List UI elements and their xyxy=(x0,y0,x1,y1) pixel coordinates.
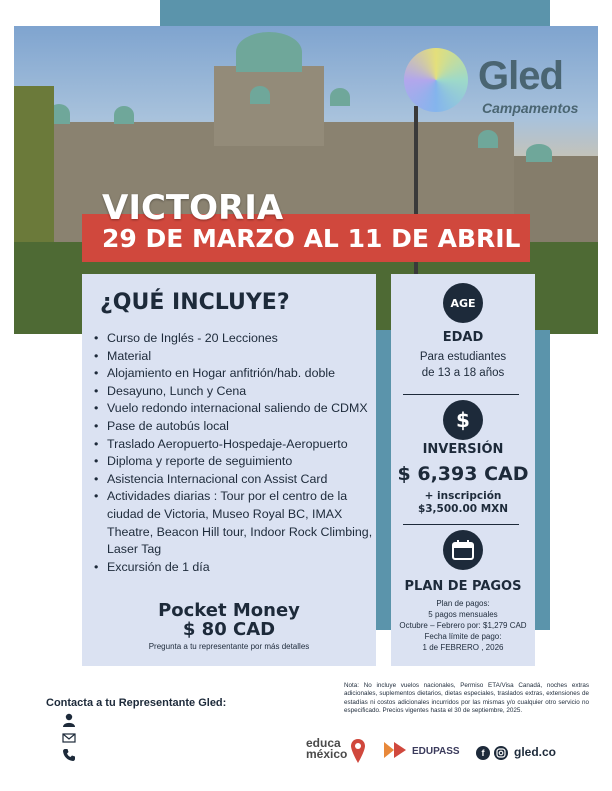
list-item: • Curso de Inglés - 20 Lecciones xyxy=(94,330,374,348)
date-range: 29 DE MARZO AL 11 DE ABRIL xyxy=(102,224,521,253)
divider xyxy=(403,394,519,395)
website-link[interactable]: gled.co xyxy=(514,745,557,759)
city-title: VICTORIA xyxy=(102,188,284,228)
edupass-logo xyxy=(384,738,468,762)
educa-word: educa xyxy=(306,736,341,750)
gled-logo-name: Gled xyxy=(478,54,563,98)
disclaimer-note: Nota: No incluye vuelos nacionales, Permiso ETA/Visa Canadá, noches extras adicionales, suplementos dietarios, dietas especiales, traslados extras, extensiones de estadías ni costos adicionales incurridos por las mismas y/o cualquier otro servicio no especificado. Precios vigentes hasta el 30 de septiembre, 2025. xyxy=(344,682,589,715)
list-item: • Pase de autobús local xyxy=(94,418,374,436)
age-icon xyxy=(443,283,483,323)
includes-list xyxy=(94,330,374,576)
list-item: • Material xyxy=(94,348,374,366)
payment-line: 1 de FEBRERO , 2026 xyxy=(422,643,504,652)
payment-line: Fecha límite de pago: xyxy=(424,632,502,641)
top-accent-bar xyxy=(160,0,550,26)
side-dome-2 xyxy=(114,106,134,124)
investment-title: INVERSIÓN xyxy=(422,442,504,457)
payment-line: Octubre – Febrero por: $1,279 CAD xyxy=(399,621,527,630)
list-item: • Asistencia Internacional con Assist Card xyxy=(94,471,374,489)
payment-line: 5 pagos mensuales xyxy=(428,610,498,619)
registration-label: + inscripción xyxy=(424,490,502,502)
side-dome-6 xyxy=(526,144,552,162)
side-dome-4 xyxy=(330,88,350,106)
pocket-money-note: Pregunta a tu representante por más detalles xyxy=(148,642,310,651)
phone-icon xyxy=(62,748,76,762)
age-title: EDAD xyxy=(442,330,484,345)
edupass-arrow-icon xyxy=(384,742,408,758)
calendar-icon-glyph xyxy=(452,540,474,560)
gled-logo xyxy=(404,44,594,124)
pocket-money-amount: $ 80 CAD xyxy=(182,619,276,640)
list-item: • Vuelo redondo internacional saliendo de CDMX xyxy=(94,400,374,418)
main-dome xyxy=(236,32,302,72)
registration-amount: $3,500.00 MXN xyxy=(417,503,509,515)
list-item: • Traslado Aeropuerto-Hospedaje-Aeropuerto xyxy=(94,436,374,454)
list-item: • Actividades diarias : Tour por el centro de la ciudad de Victoria, Museo Royal BC, IMAX Theatre, Beacon Hill tour, Indoor Rock Climbing, Laser Tag xyxy=(94,488,374,558)
side-dome-5 xyxy=(478,130,498,148)
building-tower xyxy=(214,66,324,146)
list-item: • Alojamiento en Hogar anfitrión/hab. doble xyxy=(94,365,374,383)
age-icon-label: AGE xyxy=(450,296,476,310)
age-line-2: de 13 a 18 años xyxy=(421,367,505,379)
divider xyxy=(403,524,519,525)
list-item: • Diploma y reporte de seguimiento xyxy=(94,453,374,471)
mail-icon xyxy=(62,731,76,745)
gled-logo-subtitle: Campamentos xyxy=(482,100,579,116)
list-item: • Excursión de 1 día xyxy=(94,559,374,577)
instagram-icon[interactable] xyxy=(494,746,508,760)
gled-logo-mark xyxy=(404,48,468,112)
person-icon xyxy=(62,713,76,727)
age-line-1: Para estudiantes xyxy=(419,351,507,363)
list-item: • Desayuno, Lunch y Cena xyxy=(94,383,374,401)
includes-title: ¿QUÉ INCLUYE? xyxy=(100,290,290,315)
investment-price: $ 6,393 CAD xyxy=(397,463,529,485)
side-dome-3 xyxy=(250,86,270,104)
mexico-word: méxico xyxy=(306,747,348,761)
instagram-glyph xyxy=(496,748,506,758)
payment-line: Plan de pagos: xyxy=(436,599,490,608)
contact-title: Contacta a tu Representante Gled: xyxy=(46,697,227,709)
calendar-icon xyxy=(443,530,483,570)
pocket-money-title: Pocket Money xyxy=(158,600,300,621)
location-pin-icon xyxy=(350,738,366,764)
payment-title: PLAN DE PAGOS xyxy=(404,579,522,594)
edupass-word: EDUPASS xyxy=(412,746,460,757)
money-icon: $ xyxy=(443,400,483,440)
facebook-icon[interactable]: f xyxy=(476,746,490,760)
